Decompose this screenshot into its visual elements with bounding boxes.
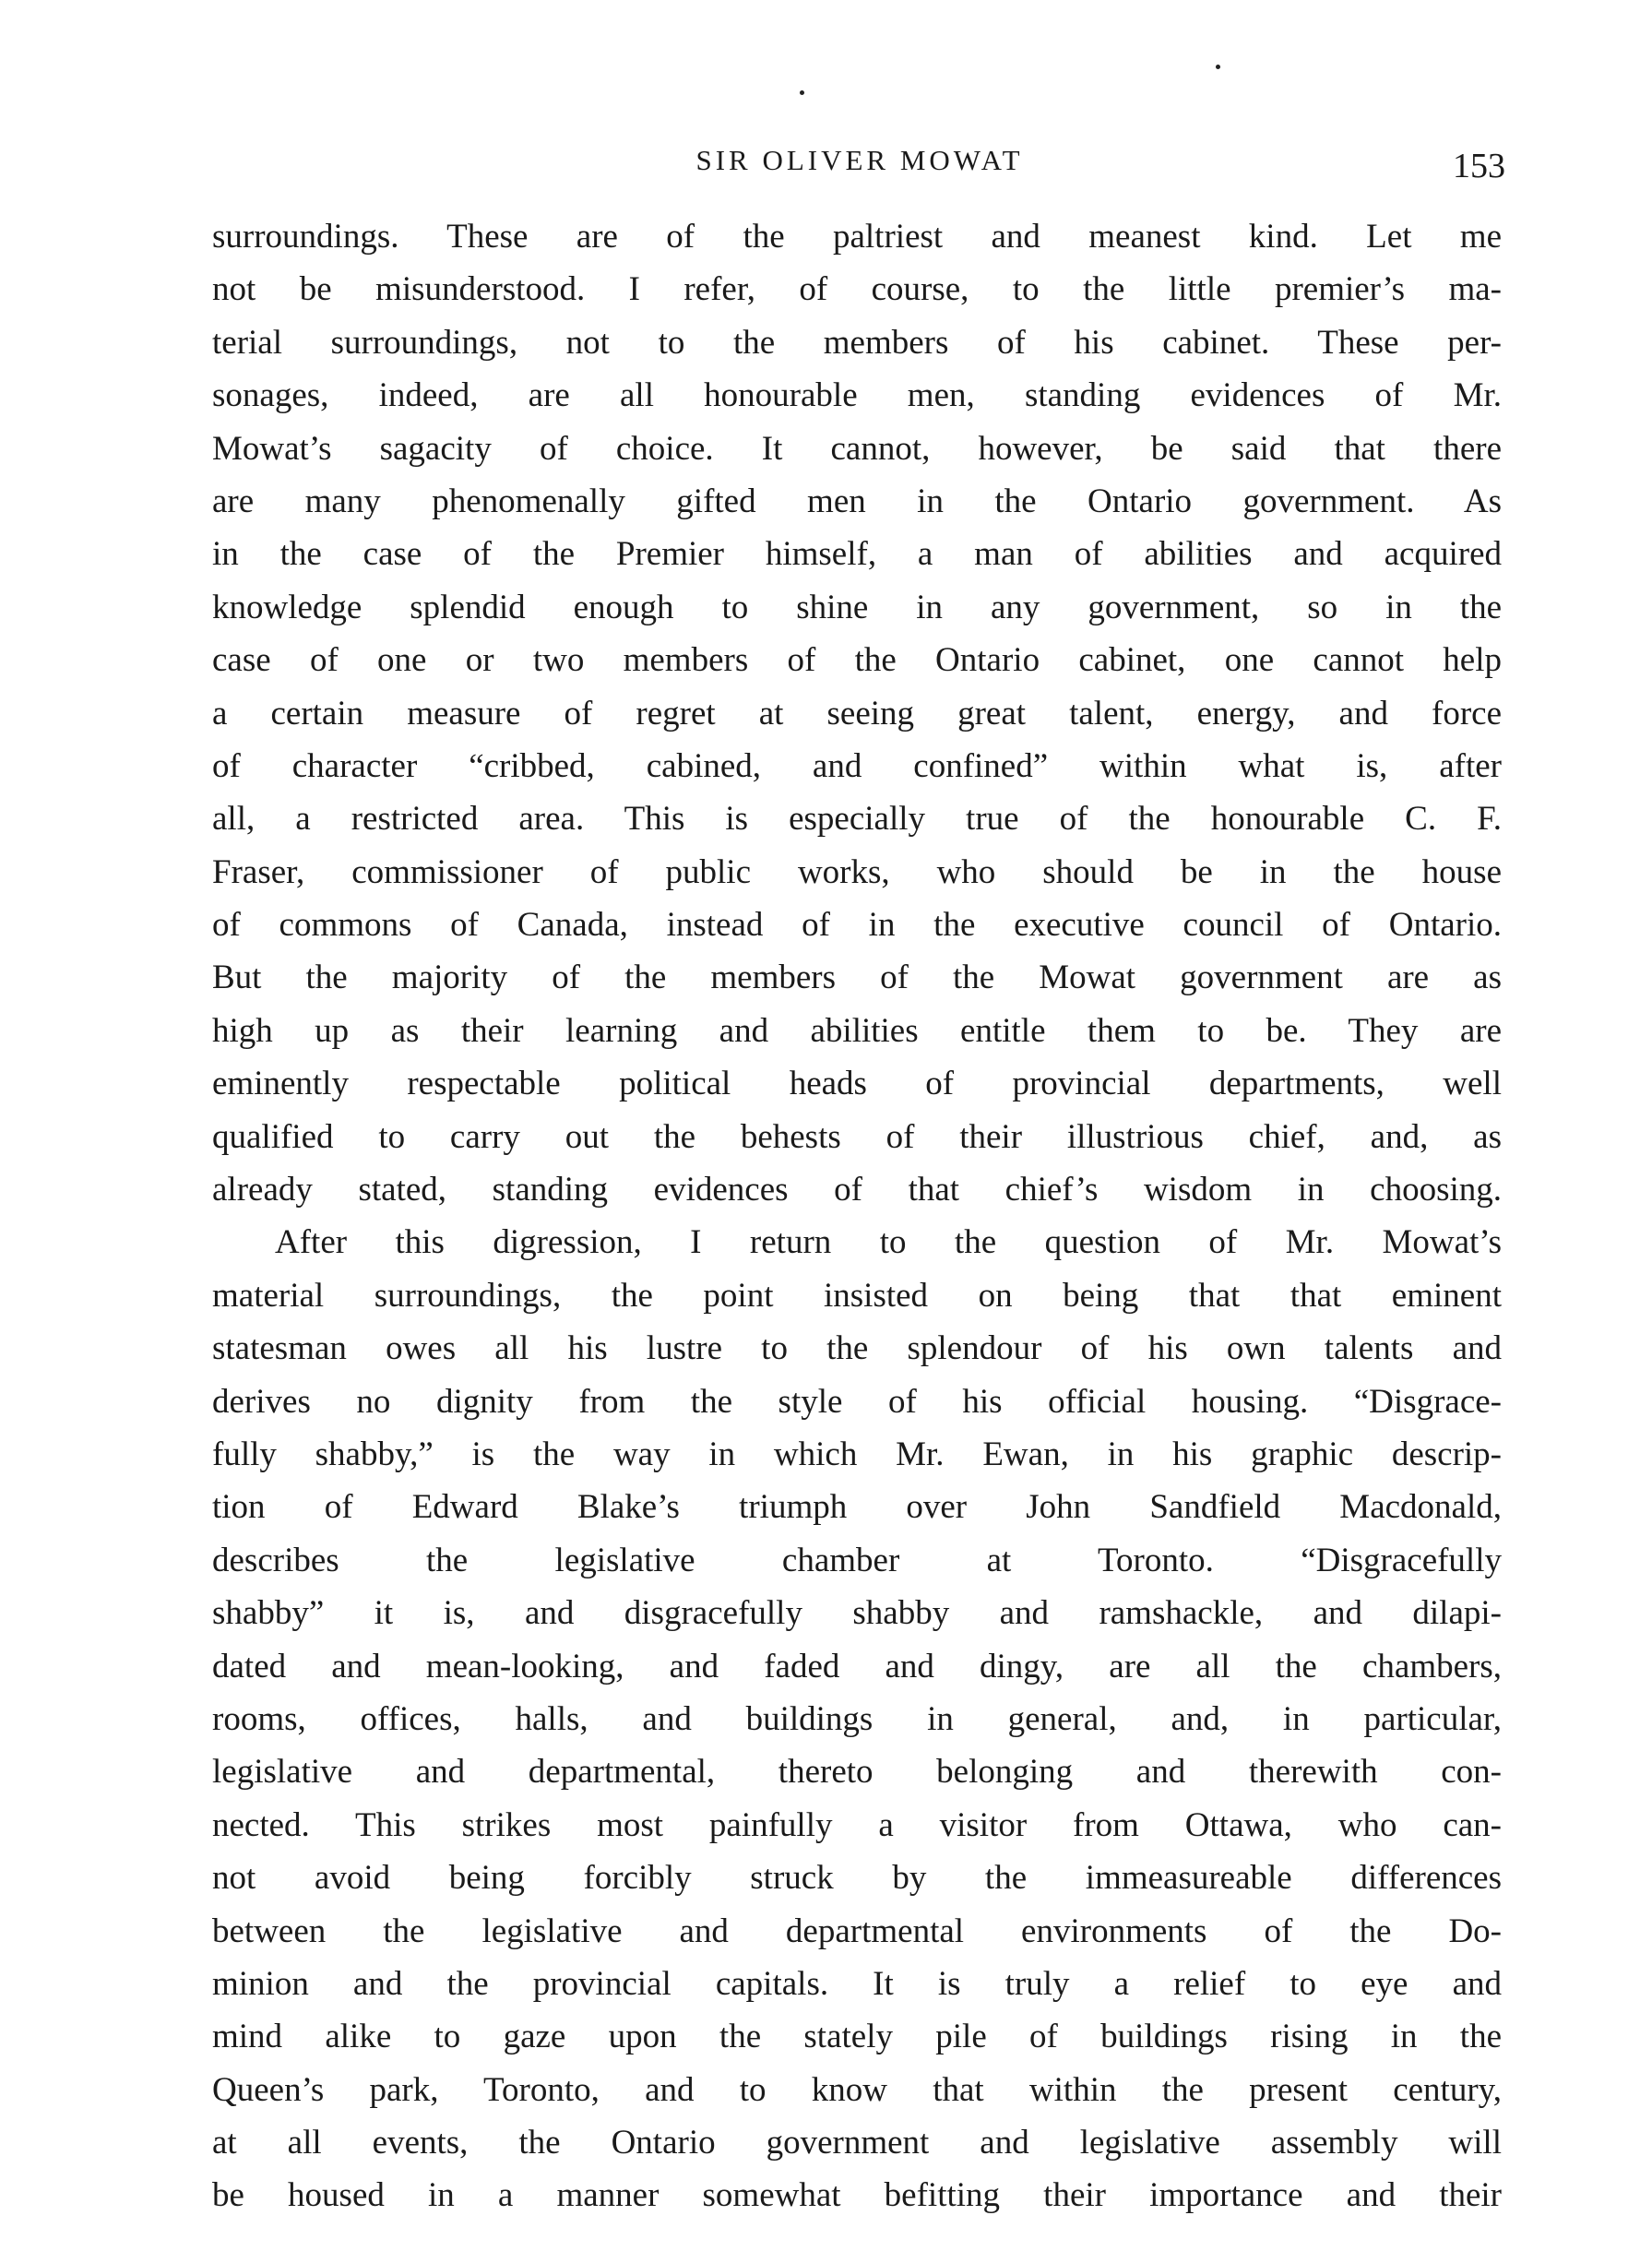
text-line: nected. This strikes most painfully a visitor from Ottawa, who can- [212,1805,1502,1844]
text-line: sonages, indeed, are all honourable men, standing evidences of Mr. [212,376,1502,415]
text-line: eminently respectable political heads of provincial departments, well [212,1065,1502,1103]
text-line: Queen’s park, Toronto, and to know that within the present century, [212,2070,1502,2109]
text-line: qualified to carry out the behests of their illustrious chief, and, as [212,1117,1502,1156]
text-line: knowledge splendid enough to shine in any government, so in the [212,588,1502,626]
text-line: But the majority of the members of the Mowat government are as [212,959,1502,997]
scan-speck [1216,65,1220,69]
text-line: all, a restricted area. This is especially true of the honourable C. F. [212,800,1502,839]
text-line: not be misunderstood. I refer, of course, to the little premier’s ma- [212,270,1502,309]
text-line: statesman owes all his lustre to the splendour of his own talents and [212,1329,1502,1368]
text-line: Fraser, commissioner of public works, who should be in the house [212,852,1502,891]
text-line: a certain measure of regret at seeing great talent, energy, and force [212,694,1502,732]
paragraph-first-line: After this digression, I return to the question of Mr. Mowat’s [275,1223,1502,1262]
running-head [214,138,1505,194]
text-line: derives no dignity from the style of his official housing. “Disgrace- [212,1382,1502,1421]
text-line: between the legislative and departmental environments of the Do- [212,1912,1502,1950]
text-line: rooms, offices, halls, and buildings in general, and, in particular, [212,1699,1502,1738]
running-title: SIR OLIVER MOWAT [695,144,1024,176]
text-line: Mowat’s sagacity of choice. It cannot, however, be said that there [212,429,1502,468]
text-line: of character “cribbed, cabined, and confined” within what is, after [212,746,1502,785]
text-line: high up as their learning and abilities entitle them to be. They are [212,1011,1502,1050]
text-line: minion and the provincial capitals. It is truly a relief to eye and [212,1964,1502,2003]
text-line: case of one or two members of the Ontario cabinet, one cannot help [212,641,1502,680]
text-line: tion of Edward Blake’s triumph over John Sandfield Macdonald, [212,1488,1502,1527]
text-line: are many phenomenally gifted men in the Ontario government. As [212,482,1502,520]
text-line: describes the legislative chamber at Toronto. “Disgracefully [212,1541,1502,1579]
page-number: 153 [1453,147,1505,185]
text-line: legislative and departmental, thereto belonging and therewith con- [212,1753,1502,1792]
text-line: dated and mean-looking, and faded and dingy, are all the chambers, [212,1647,1502,1685]
text-line: terial surroundings, not to the members of his cabinet. These per- [212,323,1502,362]
text-line: at all events, the Ontario government and legislative assembly will [212,2124,1502,2162]
text-line: mind alike to gaze upon the stately pile of buildings rising in the [212,2018,1502,2056]
text-line: material surroundings, the point insisted on being that that eminent [212,1276,1502,1315]
text-line: fully shabby,” is the way in which Mr. Ewan, in his graphic descrip- [212,1435,1502,1473]
text-line: already stated, standing evidences of that chief’s wisdom in choosing. [212,1171,1502,1209]
body-text [212,210,1502,2222]
text-line: in the case of the Premier himself, a man of abilities and acquired [212,535,1502,574]
text-line: surroundings. These are of the paltriest and meanest kind. Let me [212,218,1502,256]
text-line: be housed in a manner somewhat befitting their importance and their [212,2176,1502,2215]
text-line: of commons of Canada, instead of in the executive council of Ontario. [212,906,1502,945]
text-line: not avoid being forcibly struck by the immeasureable differences [212,1859,1502,1898]
scan-speck [800,90,804,95]
text-line: shabby” it is, and disgracefully shabby and ramshackle, and dilapi- [212,1594,1502,1633]
